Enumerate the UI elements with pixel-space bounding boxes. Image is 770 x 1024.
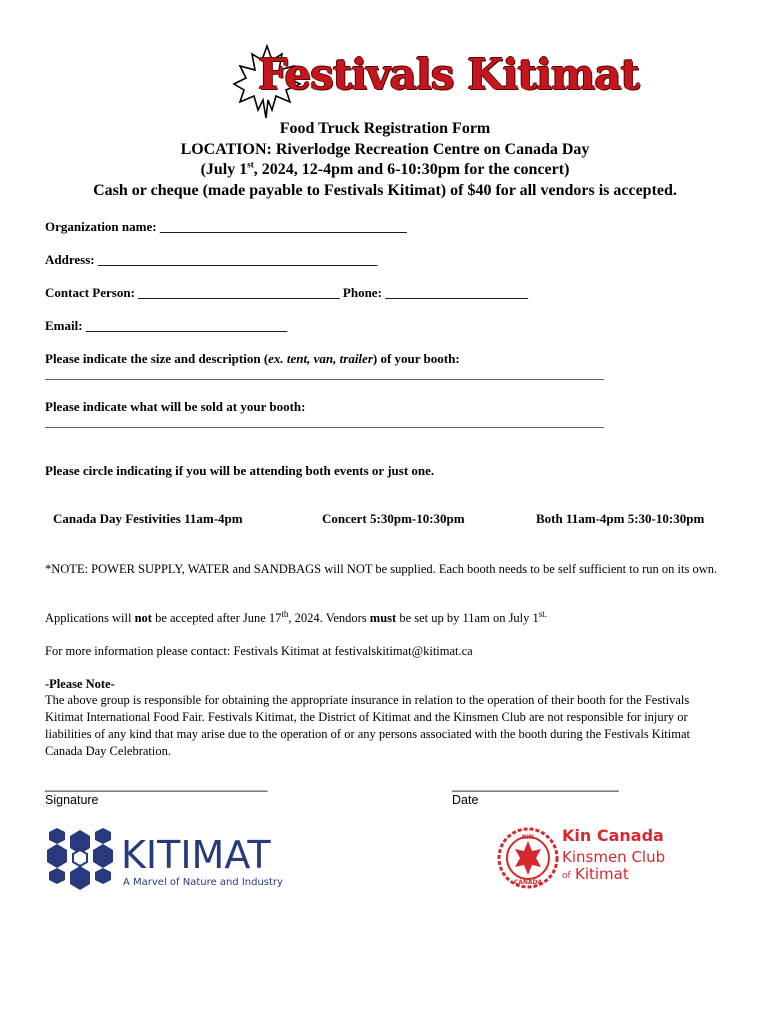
kin-canada-logo (495, 823, 675, 893)
signature-line[interactable]: ________________________________ (45, 778, 268, 792)
address-field[interactable]: Address: ___________________________________________ (45, 252, 378, 267)
contact-phone-field[interactable]: Contact Person: _______________________________ Phone: ______________________ (45, 285, 529, 300)
kin-line3: Kitimat (575, 865, 629, 883)
kin-of: of (562, 871, 571, 881)
liability-paragraph: The above group is responsible for obtaining the appropriate insurance in relation to the operation of their booth for the Festivals Kitimat International Food Fair. Festivals Kitimat, the District of Kitimat and the Kinsmen Club are not responsible for injury or liabilities of any kind that may arise due to the operation of or any persons associated with the booth during the Festivals Kitimat Canada Day Celebration. (45, 693, 691, 758)
kitimat-logo-name: KITIMAT (121, 833, 271, 877)
booth-size-line[interactable]: ______________________________________________________________________________________ (45, 366, 604, 381)
organization-field[interactable]: Organization name: ______________________________________ (45, 219, 407, 234)
deadline-note: Applications will not be accepted after June 17th, 2024. Vendors must be set up by 11am on July $1^{st.}$ (45, 608, 548, 625)
sold-items-line[interactable]: ______________________________________________________________________________________ (45, 414, 604, 429)
kitimat-logo-graphic (43, 826, 293, 896)
please-note-heading: -Please Note- (45, 677, 115, 691)
form-title: Food Truck Registration Form (279, 120, 491, 137)
date-line: (July 1st, 2024, 12-4pm and 6-10:30pm for the concert) (200, 159, 570, 178)
attendance-prompt: Please circle indicating if you will be attending both events or just one. (45, 463, 435, 478)
location-line: LOCATION: Riverlodge Recreation Centre on Canada Day (180, 141, 590, 158)
svg-text:CANADA: CANADA (513, 879, 543, 886)
kitimat-logo (43, 826, 293, 896)
option-concert[interactable]: Concert 5:30pm-10:30pm (322, 511, 465, 526)
festivals-kitimat-logo (232, 44, 639, 120)
snowflake-icon (47, 828, 113, 890)
option-canada-day[interactable]: Canada Day Festivities 11am-4pm (53, 511, 243, 526)
date-line-field[interactable]: ________________________ (452, 778, 619, 792)
kin-line1: Kin Canada (562, 826, 664, 845)
svg-text:KIN: KIN (522, 834, 534, 841)
logo-text: Festivals Kitimat (258, 50, 639, 99)
kitimat-logo-tagline: A Marvel of Nature and Industry (123, 877, 283, 888)
email-field[interactable]: Email: _______________________________ (45, 318, 288, 333)
booth-size-label: Please indicate the size and description (ex. tent, van, trailer) of your booth: (45, 351, 460, 366)
signature-label: Signature (45, 793, 99, 807)
date-label: Date (452, 793, 479, 807)
kin-seal-icon (499, 829, 557, 887)
sold-items-label: Please indicate what will be sold at your booth: (45, 399, 306, 414)
contact-info: For more information please contact: Festivals Kitimat at festivalskitimat@kitimat.ca (45, 644, 473, 658)
kin-canada-logo-graphic (495, 823, 675, 893)
supply-note: *NOTE: POWER SUPPLY, WATER and SANDBAGS will NOT be supplied. Each booth needs to be self sufficient to run on its own. (45, 562, 718, 576)
kin-line2: Kinsmen Club (562, 848, 666, 866)
payment-line: Cash or cheque (made payable to Festivals Kitimat) of $40 for all vendors is accepted. (93, 182, 677, 199)
option-both[interactable]: Both 11am-4pm 5:30-10:30pm (536, 511, 705, 526)
